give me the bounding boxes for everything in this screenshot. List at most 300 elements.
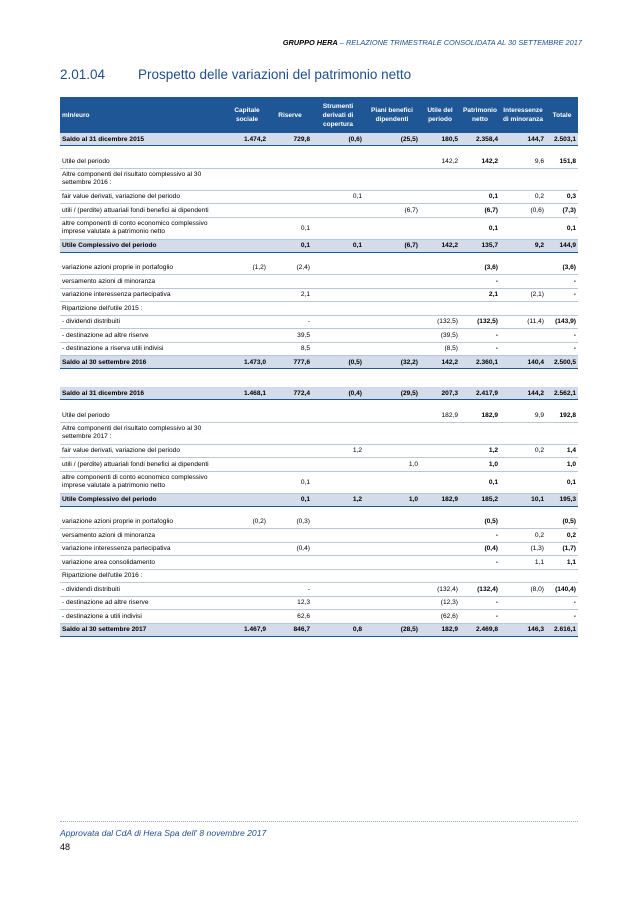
value-cell: 182,9 (460, 409, 500, 422)
value-cell (268, 275, 312, 289)
value-cell: (0,4) (460, 542, 500, 556)
table-row (60, 542, 578, 556)
value-cell: (0,6) (312, 133, 364, 146)
value-cell: (0,4) (268, 542, 312, 556)
value-cell (226, 329, 268, 343)
table-row (60, 342, 578, 356)
value-cell: 2.503,1 (546, 133, 578, 146)
value-cell: 140,4 (500, 356, 546, 369)
value-cell (420, 204, 460, 218)
table-row (60, 315, 578, 329)
value-cell: 0,1 (546, 217, 578, 239)
value-cell (226, 190, 268, 204)
table-row (60, 275, 578, 289)
value-cell (312, 342, 364, 356)
spacer-row (60, 252, 578, 262)
value-cell (226, 444, 268, 458)
section-title: Prospetto delle variazioni del patrimonio netto (138, 67, 412, 82)
spacer-cell (60, 378, 578, 387)
value-cell: 1.473,0 (226, 356, 268, 369)
value-cell (312, 288, 364, 302)
table-row (60, 583, 578, 597)
value-cell (226, 155, 268, 168)
value-cell (420, 529, 460, 543)
value-cell (312, 315, 364, 329)
value-cell (226, 168, 268, 190)
value-cell: 0,1 (460, 190, 500, 204)
table-row (60, 168, 578, 190)
value-cell (268, 155, 312, 168)
value-cell: (132,4) (460, 583, 500, 597)
value-cell (420, 516, 460, 529)
value-cell: (25,5) (364, 133, 420, 146)
value-cell (364, 168, 420, 190)
table-row (60, 217, 578, 239)
value-cell: 1.467,9 (226, 623, 268, 636)
table-row (60, 302, 578, 316)
value-cell (312, 556, 364, 570)
value-cell: 10,1 (500, 493, 546, 506)
value-cell (226, 288, 268, 302)
row-label: versamento azioni di minoranza (60, 275, 226, 289)
value-cell (268, 302, 312, 316)
value-cell (312, 529, 364, 543)
value-cell: (8,5) (420, 342, 460, 356)
value-cell (312, 610, 364, 624)
value-cell (226, 217, 268, 239)
table-row (60, 610, 578, 624)
row-label: Utile del periodo (60, 409, 226, 422)
value-cell: - (268, 583, 312, 597)
value-cell: 135,7 (460, 239, 500, 252)
spacer-cell (60, 506, 578, 516)
value-cell (500, 569, 546, 583)
value-cell: 151,8 (546, 155, 578, 168)
value-cell: (0,6) (500, 204, 546, 218)
value-cell: - (546, 342, 578, 356)
value-cell: - (546, 288, 578, 302)
value-cell: (3,6) (460, 262, 500, 275)
value-cell (364, 155, 420, 168)
value-cell (226, 409, 268, 422)
value-cell (460, 168, 500, 190)
value-cell (312, 409, 364, 422)
value-cell (364, 409, 420, 422)
row-label: Altre componenti del risultato complessivo al 30 settembre 2016 : (60, 168, 226, 190)
value-cell (312, 458, 364, 472)
row-label: fair value derivati, variazione del periodo (60, 190, 226, 204)
value-cell (268, 190, 312, 204)
value-cell: - (460, 610, 500, 624)
value-cell (226, 556, 268, 570)
value-cell (364, 444, 420, 458)
value-cell: (0,5) (546, 516, 578, 529)
value-cell: 0,2 (500, 529, 546, 543)
table-row (60, 204, 578, 218)
value-cell: (12,3) (420, 596, 460, 610)
value-cell: (1,2) (226, 262, 268, 275)
value-cell (420, 302, 460, 316)
row-label: variazione azioni proprie in portafoglio (60, 516, 226, 529)
total-row (60, 623, 578, 636)
value-cell (364, 610, 420, 624)
column-header: Piani benefici dipendenti (364, 97, 420, 133)
value-cell: (6,7) (364, 204, 420, 218)
value-cell: 0,1 (268, 471, 312, 493)
value-cell: 1,2 (460, 444, 500, 458)
value-cell (500, 342, 546, 356)
value-cell: 0,1 (312, 239, 364, 252)
value-cell (312, 516, 364, 529)
value-cell: - (546, 275, 578, 289)
value-cell (226, 275, 268, 289)
value-cell (500, 610, 546, 624)
value-cell (364, 190, 420, 204)
value-cell (546, 168, 578, 190)
value-cell: 9,6 (500, 155, 546, 168)
row-label: Saldo al 30 settembre 2016 (60, 356, 226, 369)
value-cell (460, 569, 500, 583)
value-cell: 0,1 (460, 217, 500, 239)
value-cell (226, 610, 268, 624)
value-cell: (132,5) (420, 315, 460, 329)
value-cell (312, 302, 364, 316)
row-label: Saldo al 31 dicembre 2015 (60, 133, 226, 146)
value-cell: 144,2 (500, 387, 546, 400)
value-cell: (140,4) (546, 583, 578, 597)
row-label: altre componenti di conto economico complessivo imprese valutate a patrimonio netto (60, 217, 226, 239)
value-cell (268, 458, 312, 472)
value-cell (226, 239, 268, 252)
value-cell (546, 569, 578, 583)
value-cell (226, 493, 268, 506)
row-label: Saldo al 30 settembre 2017 (60, 623, 226, 636)
value-cell: - (546, 596, 578, 610)
value-cell (420, 275, 460, 289)
value-cell (312, 542, 364, 556)
value-cell (312, 596, 364, 610)
value-cell: (32,2) (364, 356, 420, 369)
value-cell (312, 275, 364, 289)
table-row (60, 190, 578, 204)
value-cell: 0,1 (268, 239, 312, 252)
table-row (60, 288, 578, 302)
value-cell: - (460, 556, 500, 570)
table-row (60, 329, 578, 343)
value-cell (364, 471, 420, 493)
value-cell: 777,6 (268, 356, 312, 369)
footer-approval: Approvata dal CdA di Hera Spa dell' 8 novembre 2017 (60, 828, 267, 838)
value-cell (420, 217, 460, 239)
value-cell: (0,5) (460, 516, 500, 529)
row-label: Saldo al 31 dicembre 2016 (60, 387, 226, 400)
value-cell (226, 204, 268, 218)
value-cell: 2,1 (460, 288, 500, 302)
value-cell: 0,1 (460, 471, 500, 493)
column-header: Riserve (268, 97, 312, 133)
value-cell: (3,6) (546, 262, 578, 275)
value-cell: - (460, 529, 500, 543)
section-number: 2.01.04 (60, 67, 106, 82)
table-row (60, 422, 578, 444)
value-cell (546, 422, 578, 444)
value-cell (226, 542, 268, 556)
value-cell: 2.469,8 (460, 623, 500, 636)
value-cell (500, 262, 546, 275)
value-cell: - (546, 610, 578, 624)
value-cell (364, 542, 420, 556)
value-cell: 2.562,1 (546, 387, 578, 400)
value-cell (226, 342, 268, 356)
row-label: Utile Complessivo del periodo (60, 239, 226, 252)
spacer-cell (60, 252, 578, 262)
value-cell (420, 471, 460, 493)
value-cell (364, 217, 420, 239)
value-cell: - (460, 342, 500, 356)
footer-divider (60, 821, 578, 822)
table-row (60, 444, 578, 458)
row-label: Ripartizione dell'utile 2016 : (60, 569, 226, 583)
value-cell: 1,0 (460, 458, 500, 472)
page-number: 48 (60, 842, 71, 852)
header-brand: GRUPPO HERA (282, 38, 338, 47)
value-cell (226, 422, 268, 444)
value-cell (312, 569, 364, 583)
value-cell: 182,9 (420, 623, 460, 636)
total-row (60, 356, 578, 369)
value-cell: 1,0 (546, 458, 578, 472)
value-cell: 0,1 (268, 493, 312, 506)
row-label: Utile Complessivo del periodo (60, 493, 226, 506)
value-cell: 207,3 (420, 387, 460, 400)
value-cell: 182,9 (420, 409, 460, 422)
value-cell: 0,8 (312, 623, 364, 636)
value-cell (364, 583, 420, 597)
table-row (60, 471, 578, 493)
value-cell: (28,5) (364, 623, 420, 636)
value-cell (500, 302, 546, 316)
value-cell: (143,9) (546, 315, 578, 329)
value-cell (500, 422, 546, 444)
value-cell: (1,3) (500, 542, 546, 556)
table-row (60, 596, 578, 610)
value-cell: (1,7) (546, 542, 578, 556)
value-cell (268, 569, 312, 583)
value-cell (312, 471, 364, 493)
value-cell: - (546, 329, 578, 343)
value-cell: 0,1 (268, 217, 312, 239)
row-label: - destinazione ad altre riserve (60, 329, 226, 343)
spacer-cell (60, 369, 578, 379)
value-cell: (6,7) (364, 239, 420, 252)
row-label: variazione interessenza partecipativa (60, 288, 226, 302)
total-row (60, 387, 578, 400)
value-cell (500, 516, 546, 529)
value-cell: 142,2 (460, 155, 500, 168)
value-cell: 846,7 (268, 623, 312, 636)
value-cell: - (460, 596, 500, 610)
value-cell: - (460, 329, 500, 343)
value-cell (268, 409, 312, 422)
value-cell (226, 583, 268, 597)
value-cell (364, 596, 420, 610)
value-cell: 0,1 (546, 471, 578, 493)
table-row (60, 155, 578, 168)
spacer-row (60, 400, 578, 410)
value-cell (364, 262, 420, 275)
column-header-unit: mln/euro (60, 97, 226, 133)
value-cell: (0,4) (312, 387, 364, 400)
row-label: fair value derivati, variazione del periodo (60, 444, 226, 458)
value-cell: 144,9 (546, 239, 578, 252)
value-cell (312, 583, 364, 597)
value-cell: (62,6) (420, 610, 460, 624)
value-cell: (11,4) (500, 315, 546, 329)
table-row (60, 409, 578, 422)
row-label: Altre componenti del risultato complessivo al 30 settembre 2017 : (60, 422, 226, 444)
value-cell: 9,9 (500, 409, 546, 422)
running-header (283, 38, 582, 47)
value-cell: (0,5) (312, 356, 364, 369)
value-cell: 2.500,5 (546, 356, 578, 369)
spacer-row (60, 146, 578, 156)
value-cell: 1.468,1 (226, 387, 268, 400)
section-heading (60, 67, 411, 82)
value-cell (546, 302, 578, 316)
value-cell (226, 596, 268, 610)
table-body (60, 133, 578, 636)
value-cell (420, 542, 460, 556)
row-label: - destinazione a riserva utili indivisi (60, 342, 226, 356)
row-label: variazione interessenza partecipativa (60, 542, 226, 556)
row-label: - destinazione ad altre riserve (60, 596, 226, 610)
value-cell: 1,0 (364, 493, 420, 506)
total-row (60, 493, 578, 506)
value-cell (268, 168, 312, 190)
value-cell (268, 204, 312, 218)
value-cell: 1,1 (500, 556, 546, 570)
value-cell (268, 556, 312, 570)
value-cell: 144,7 (500, 133, 546, 146)
value-cell (420, 288, 460, 302)
value-cell (268, 529, 312, 543)
spacer-row (60, 506, 578, 516)
table-row (60, 529, 578, 543)
value-cell: 180,5 (420, 133, 460, 146)
equity-changes-table (60, 97, 578, 637)
table-row (60, 262, 578, 275)
row-label: altre componenti di conto economico complessivo imprese valutate a patrimonio netto (60, 471, 226, 493)
value-cell (226, 529, 268, 543)
value-cell (500, 596, 546, 610)
value-cell (312, 329, 364, 343)
column-header: Strumenti derivati di copertura (312, 97, 364, 133)
value-cell: (7,3) (546, 204, 578, 218)
spacer-row (60, 378, 578, 387)
column-header: Patrimonio netto (460, 97, 500, 133)
table-row (60, 569, 578, 583)
value-cell: 182,9 (420, 493, 460, 506)
value-cell (226, 458, 268, 472)
value-cell: 1,1 (546, 556, 578, 570)
value-cell: (0,2) (226, 516, 268, 529)
value-cell: - (460, 275, 500, 289)
value-cell (226, 315, 268, 329)
value-cell: (0,3) (268, 516, 312, 529)
value-cell: 62,6 (268, 610, 312, 624)
value-cell: 2,1 (268, 288, 312, 302)
total-row (60, 133, 578, 146)
value-cell: 2.417,9 (460, 387, 500, 400)
value-cell: 2.616,1 (546, 623, 578, 636)
value-cell: 0,2 (500, 190, 546, 204)
value-cell (500, 168, 546, 190)
value-cell (312, 262, 364, 275)
value-cell (364, 315, 420, 329)
value-cell: (2,4) (268, 262, 312, 275)
value-cell (420, 262, 460, 275)
value-cell: (39,5) (420, 329, 460, 343)
row-label: - dividendi distribuiti (60, 315, 226, 329)
value-cell: 2.358,4 (460, 133, 500, 146)
table-row (60, 458, 578, 472)
spacer-cell (60, 400, 578, 410)
spacer-cell (60, 146, 578, 156)
value-cell: 0,2 (546, 529, 578, 543)
value-cell (312, 217, 364, 239)
value-cell (226, 569, 268, 583)
value-cell (420, 168, 460, 190)
value-cell: 142,2 (420, 239, 460, 252)
value-cell: 1,2 (312, 444, 364, 458)
row-label: utili / (perdite) attuariali fondi benefici ai dipendenti (60, 458, 226, 472)
value-cell (312, 155, 364, 168)
value-cell (364, 516, 420, 529)
value-cell (420, 190, 460, 204)
value-cell: 39,5 (268, 329, 312, 343)
value-cell (312, 422, 364, 444)
value-cell (268, 422, 312, 444)
value-cell: (8,0) (500, 583, 546, 597)
table-row (60, 556, 578, 570)
value-cell (500, 217, 546, 239)
column-header: Interessenze di minoranza (500, 97, 546, 133)
row-label: - dividendi distribuiti (60, 583, 226, 597)
value-cell (364, 302, 420, 316)
value-cell: (6,7) (460, 204, 500, 218)
row-label: Utile del periodo (60, 155, 226, 168)
table-row (60, 516, 578, 529)
value-cell: 1.474,2 (226, 133, 268, 146)
value-cell (364, 342, 420, 356)
row-label: utili / (perdite) attuariali fondi benefici ai dipendenti (60, 204, 226, 218)
value-cell (312, 168, 364, 190)
value-cell: (132,4) (420, 583, 460, 597)
value-cell: 8,5 (268, 342, 312, 356)
value-cell: - (268, 315, 312, 329)
table-header (60, 97, 578, 133)
value-cell (420, 444, 460, 458)
column-header: Utile del periodo (420, 97, 460, 133)
row-label: - destinazione a utili indivisi (60, 610, 226, 624)
spacer-row (60, 369, 578, 379)
value-cell (500, 458, 546, 472)
value-cell: (2,1) (500, 288, 546, 302)
value-cell: 142,2 (420, 356, 460, 369)
row-label: variazione azioni proprie in portafoglio (60, 262, 226, 275)
value-cell (268, 444, 312, 458)
value-cell: 1,0 (364, 458, 420, 472)
